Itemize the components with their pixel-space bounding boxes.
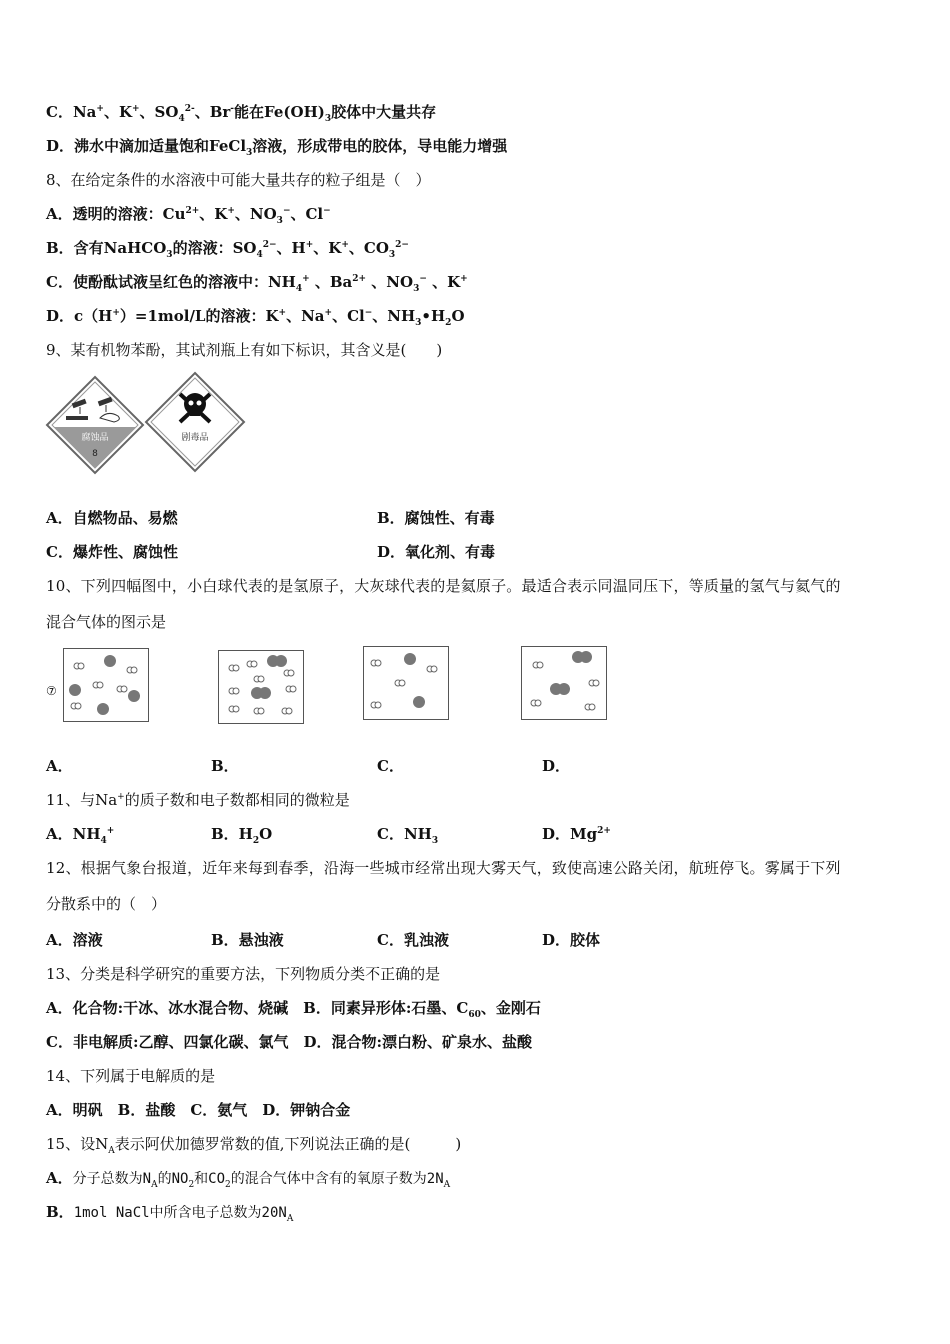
sub: 3 bbox=[276, 216, 283, 226]
q14-options: A．明矾 B．盐酸 C．氨气 D．钾钠合金 bbox=[46, 1101, 351, 1119]
text: 、NH bbox=[372, 307, 416, 325]
q13-options-cd: C．非电解质:乙醇、四氯化碳、氯气 D．混合物:漂白粉、矿泉水、盐酸 bbox=[46, 1033, 533, 1051]
sup: + bbox=[112, 308, 120, 318]
sub: 3 bbox=[431, 836, 439, 846]
q10-option-b: B． bbox=[211, 757, 239, 775]
q9-option-a: A．自燃物品、易燃 bbox=[46, 509, 178, 527]
toxic-label: 剧毒品 bbox=[181, 433, 209, 443]
q9-option-c: C．爆炸性、腐蚀性 bbox=[46, 543, 178, 561]
text: D．Mg bbox=[542, 825, 598, 843]
corrosive-label: 腐蚀品 bbox=[81, 433, 109, 443]
text: 、NO bbox=[366, 273, 414, 291]
q11-option-d bbox=[542, 824, 611, 844]
q8-option-a bbox=[46, 204, 331, 224]
sub: 3 bbox=[324, 114, 332, 124]
sup: 2+ bbox=[597, 826, 611, 836]
q10-option-d: D． bbox=[542, 757, 571, 775]
sup: 2- bbox=[184, 104, 195, 114]
q8-stem: 8、在给定条件的水溶液中可能大量共存的粒子组是（ ） bbox=[46, 171, 431, 189]
sup: 2− bbox=[262, 240, 277, 250]
figure-b-box bbox=[218, 650, 304, 724]
sup: + bbox=[227, 206, 235, 216]
sup: + bbox=[96, 104, 104, 114]
text: O bbox=[451, 307, 465, 325]
q12-option-b: B．悬浊液 bbox=[211, 931, 284, 949]
q15-option-a bbox=[46, 1168, 450, 1189]
sub: 3 bbox=[166, 250, 173, 260]
sup: − bbox=[419, 274, 427, 284]
text: 1mol NaCl中所含电子总数为20N bbox=[73, 1205, 287, 1221]
sup: 2+ bbox=[185, 206, 200, 216]
skull-toxic-sign-icon bbox=[145, 372, 245, 472]
text: 分子总数为N bbox=[72, 1171, 152, 1187]
sub: A bbox=[151, 1180, 158, 1190]
text: 的质子数和电子数都相同的微粒是 bbox=[124, 791, 350, 809]
option-label: C． bbox=[46, 103, 73, 121]
text: 、金刚石 bbox=[480, 999, 541, 1017]
text: Na bbox=[72, 103, 97, 121]
text: •H bbox=[421, 307, 446, 325]
figure-a-molecules bbox=[64, 649, 148, 721]
sub: 3 bbox=[388, 250, 396, 260]
text: C．使酚酞试液呈红色的溶液中：NH bbox=[46, 273, 296, 291]
figure-b-molecules bbox=[219, 651, 303, 723]
text: 的溶液：SO bbox=[172, 239, 257, 257]
q10-option-a: A． bbox=[46, 757, 73, 775]
sup: + bbox=[302, 274, 310, 284]
figure-d-molecules bbox=[522, 647, 606, 719]
q9-stem: 9、某有机物苯酚，其试剂瓶上有如下标识，其含义是( ) bbox=[46, 341, 443, 359]
sub: 60 bbox=[468, 1010, 481, 1020]
sup: − bbox=[323, 206, 331, 216]
q12-option-c: C．乳浊液 bbox=[377, 931, 449, 949]
q7-option-d bbox=[46, 136, 507, 156]
text: 、K bbox=[426, 273, 461, 291]
sup: 2− bbox=[395, 240, 409, 250]
q11-option-b bbox=[211, 824, 272, 844]
q12-stem-line1: 12、根据气象台报道，近年来每到春季，沿海一些城市经常出现大雾天气，致使高速公路关闭，航班停飞。雾属于下列 bbox=[46, 859, 841, 877]
q10-option-c: C． bbox=[377, 757, 404, 775]
sup: 2+ bbox=[352, 274, 367, 284]
sub: A bbox=[443, 1180, 451, 1190]
text: 胶体中大量共存 bbox=[331, 103, 437, 121]
corrosive-class-number: 8 bbox=[92, 449, 98, 459]
sub: 2 bbox=[225, 1180, 231, 1190]
text: 、Br bbox=[194, 103, 231, 121]
text: 、K bbox=[313, 239, 342, 257]
sub: A bbox=[286, 1214, 294, 1224]
sup: − bbox=[282, 206, 291, 216]
q11-stem bbox=[46, 790, 350, 810]
text: O bbox=[259, 825, 273, 843]
text: 、Na bbox=[286, 307, 325, 325]
text: 、Ba bbox=[309, 273, 353, 291]
text: 11、与Na bbox=[46, 791, 118, 809]
sub: 3 bbox=[246, 148, 253, 158]
sub: 4 bbox=[256, 250, 263, 260]
text: 表示阿伏加德罗常数的值,下列说法正确的是( ) bbox=[114, 1135, 462, 1153]
q12-stem-line2: 分散系中的（ ） bbox=[46, 895, 167, 913]
text: A．NH bbox=[46, 825, 101, 843]
sub: A bbox=[108, 1146, 115, 1156]
option-label: D． bbox=[46, 137, 75, 155]
sub: 4 bbox=[100, 836, 107, 846]
text: B．含有NaHCO bbox=[46, 239, 167, 257]
figure-d-box bbox=[521, 646, 607, 720]
sub: 4 bbox=[295, 284, 303, 294]
sup: - bbox=[230, 104, 235, 114]
option-label: B． bbox=[46, 1203, 74, 1221]
q7-option-c bbox=[46, 102, 436, 122]
q9-option-b: B．腐蚀性、有毒 bbox=[377, 509, 495, 527]
q12-option-d: D．胶体 bbox=[542, 931, 601, 949]
text: C．NH bbox=[377, 825, 432, 843]
q13-options-ab bbox=[46, 998, 541, 1018]
sup: + bbox=[305, 240, 314, 250]
text: ）=1mol/L的溶液：K bbox=[119, 307, 279, 325]
q12-option-a: A．溶液 bbox=[46, 931, 103, 949]
figure-a-box bbox=[63, 648, 149, 722]
q15-option-b bbox=[46, 1202, 293, 1223]
sup: + bbox=[460, 274, 468, 284]
option-label: A． bbox=[46, 1169, 73, 1187]
sup: + bbox=[324, 308, 333, 318]
q11-option-c bbox=[377, 824, 438, 844]
q10-stem-line2: 混合气体的图示是 bbox=[46, 613, 167, 631]
text: 、CO bbox=[348, 239, 389, 257]
q10-stem-line1: 10、下列四幅图中，小白球代表的是氢原子，大灰球代表的是氦原子。最适合表示同温同压下，等质量的氢气与氦气的 bbox=[46, 577, 841, 595]
sub: 4 bbox=[178, 114, 185, 124]
q8-option-c bbox=[46, 272, 468, 292]
figure-c-box bbox=[363, 646, 449, 720]
q15-stem bbox=[46, 1134, 461, 1154]
text: 和CO bbox=[194, 1171, 226, 1187]
text: 沸水中滴加适量饱和FeCl bbox=[74, 137, 247, 155]
text: A．透明的溶液：Cu bbox=[46, 205, 186, 223]
text: 的NO bbox=[157, 1171, 189, 1187]
text: 、K bbox=[103, 103, 132, 121]
q8-option-d bbox=[46, 306, 465, 326]
text: 、K bbox=[199, 205, 228, 223]
figure-c-molecules bbox=[364, 647, 448, 719]
sub: 2 bbox=[188, 1180, 195, 1190]
text: 的混合气体中含有的氧原子数为2N bbox=[230, 1171, 444, 1187]
text: 15、设N bbox=[46, 1135, 109, 1153]
sub: 3 bbox=[413, 284, 420, 294]
text: B．H bbox=[211, 825, 253, 843]
text: 、NO bbox=[234, 205, 277, 223]
q9-option-d: D．氧化剂、有毒 bbox=[377, 543, 496, 561]
sup: + bbox=[131, 104, 140, 114]
text: 溶液，形成带电的胶体，导电能力增强 bbox=[252, 137, 508, 155]
text: 、Cl bbox=[290, 205, 324, 223]
text: D．c（H bbox=[46, 307, 113, 325]
sup: + bbox=[278, 308, 287, 318]
side-mark: ⑦ bbox=[46, 684, 57, 698]
text: 、H bbox=[276, 239, 306, 257]
text: 、Cl bbox=[332, 307, 365, 325]
sup: + bbox=[106, 826, 115, 836]
q13-stem: 13、分类是科学研究的重要方法，下列物质分类不正确的是 bbox=[46, 965, 441, 983]
text: A．化合物:干冰、冰水混合物、烧碱 B．同素异形体:石墨、C bbox=[46, 999, 469, 1017]
sub: 2 bbox=[445, 318, 452, 328]
text: 、SO bbox=[139, 103, 179, 121]
sup: + bbox=[117, 792, 125, 802]
sup: + bbox=[341, 240, 349, 250]
q14-stem: 14、下列属于电解质的是 bbox=[46, 1067, 216, 1085]
sup: − bbox=[364, 308, 373, 318]
q11-option-a bbox=[46, 824, 114, 844]
corrosive-sign-icon bbox=[46, 376, 144, 474]
sub: 2 bbox=[252, 836, 260, 846]
sub: 3 bbox=[415, 318, 422, 328]
text: 能在Fe(OH) bbox=[234, 103, 325, 121]
q8-option-b bbox=[46, 238, 409, 258]
